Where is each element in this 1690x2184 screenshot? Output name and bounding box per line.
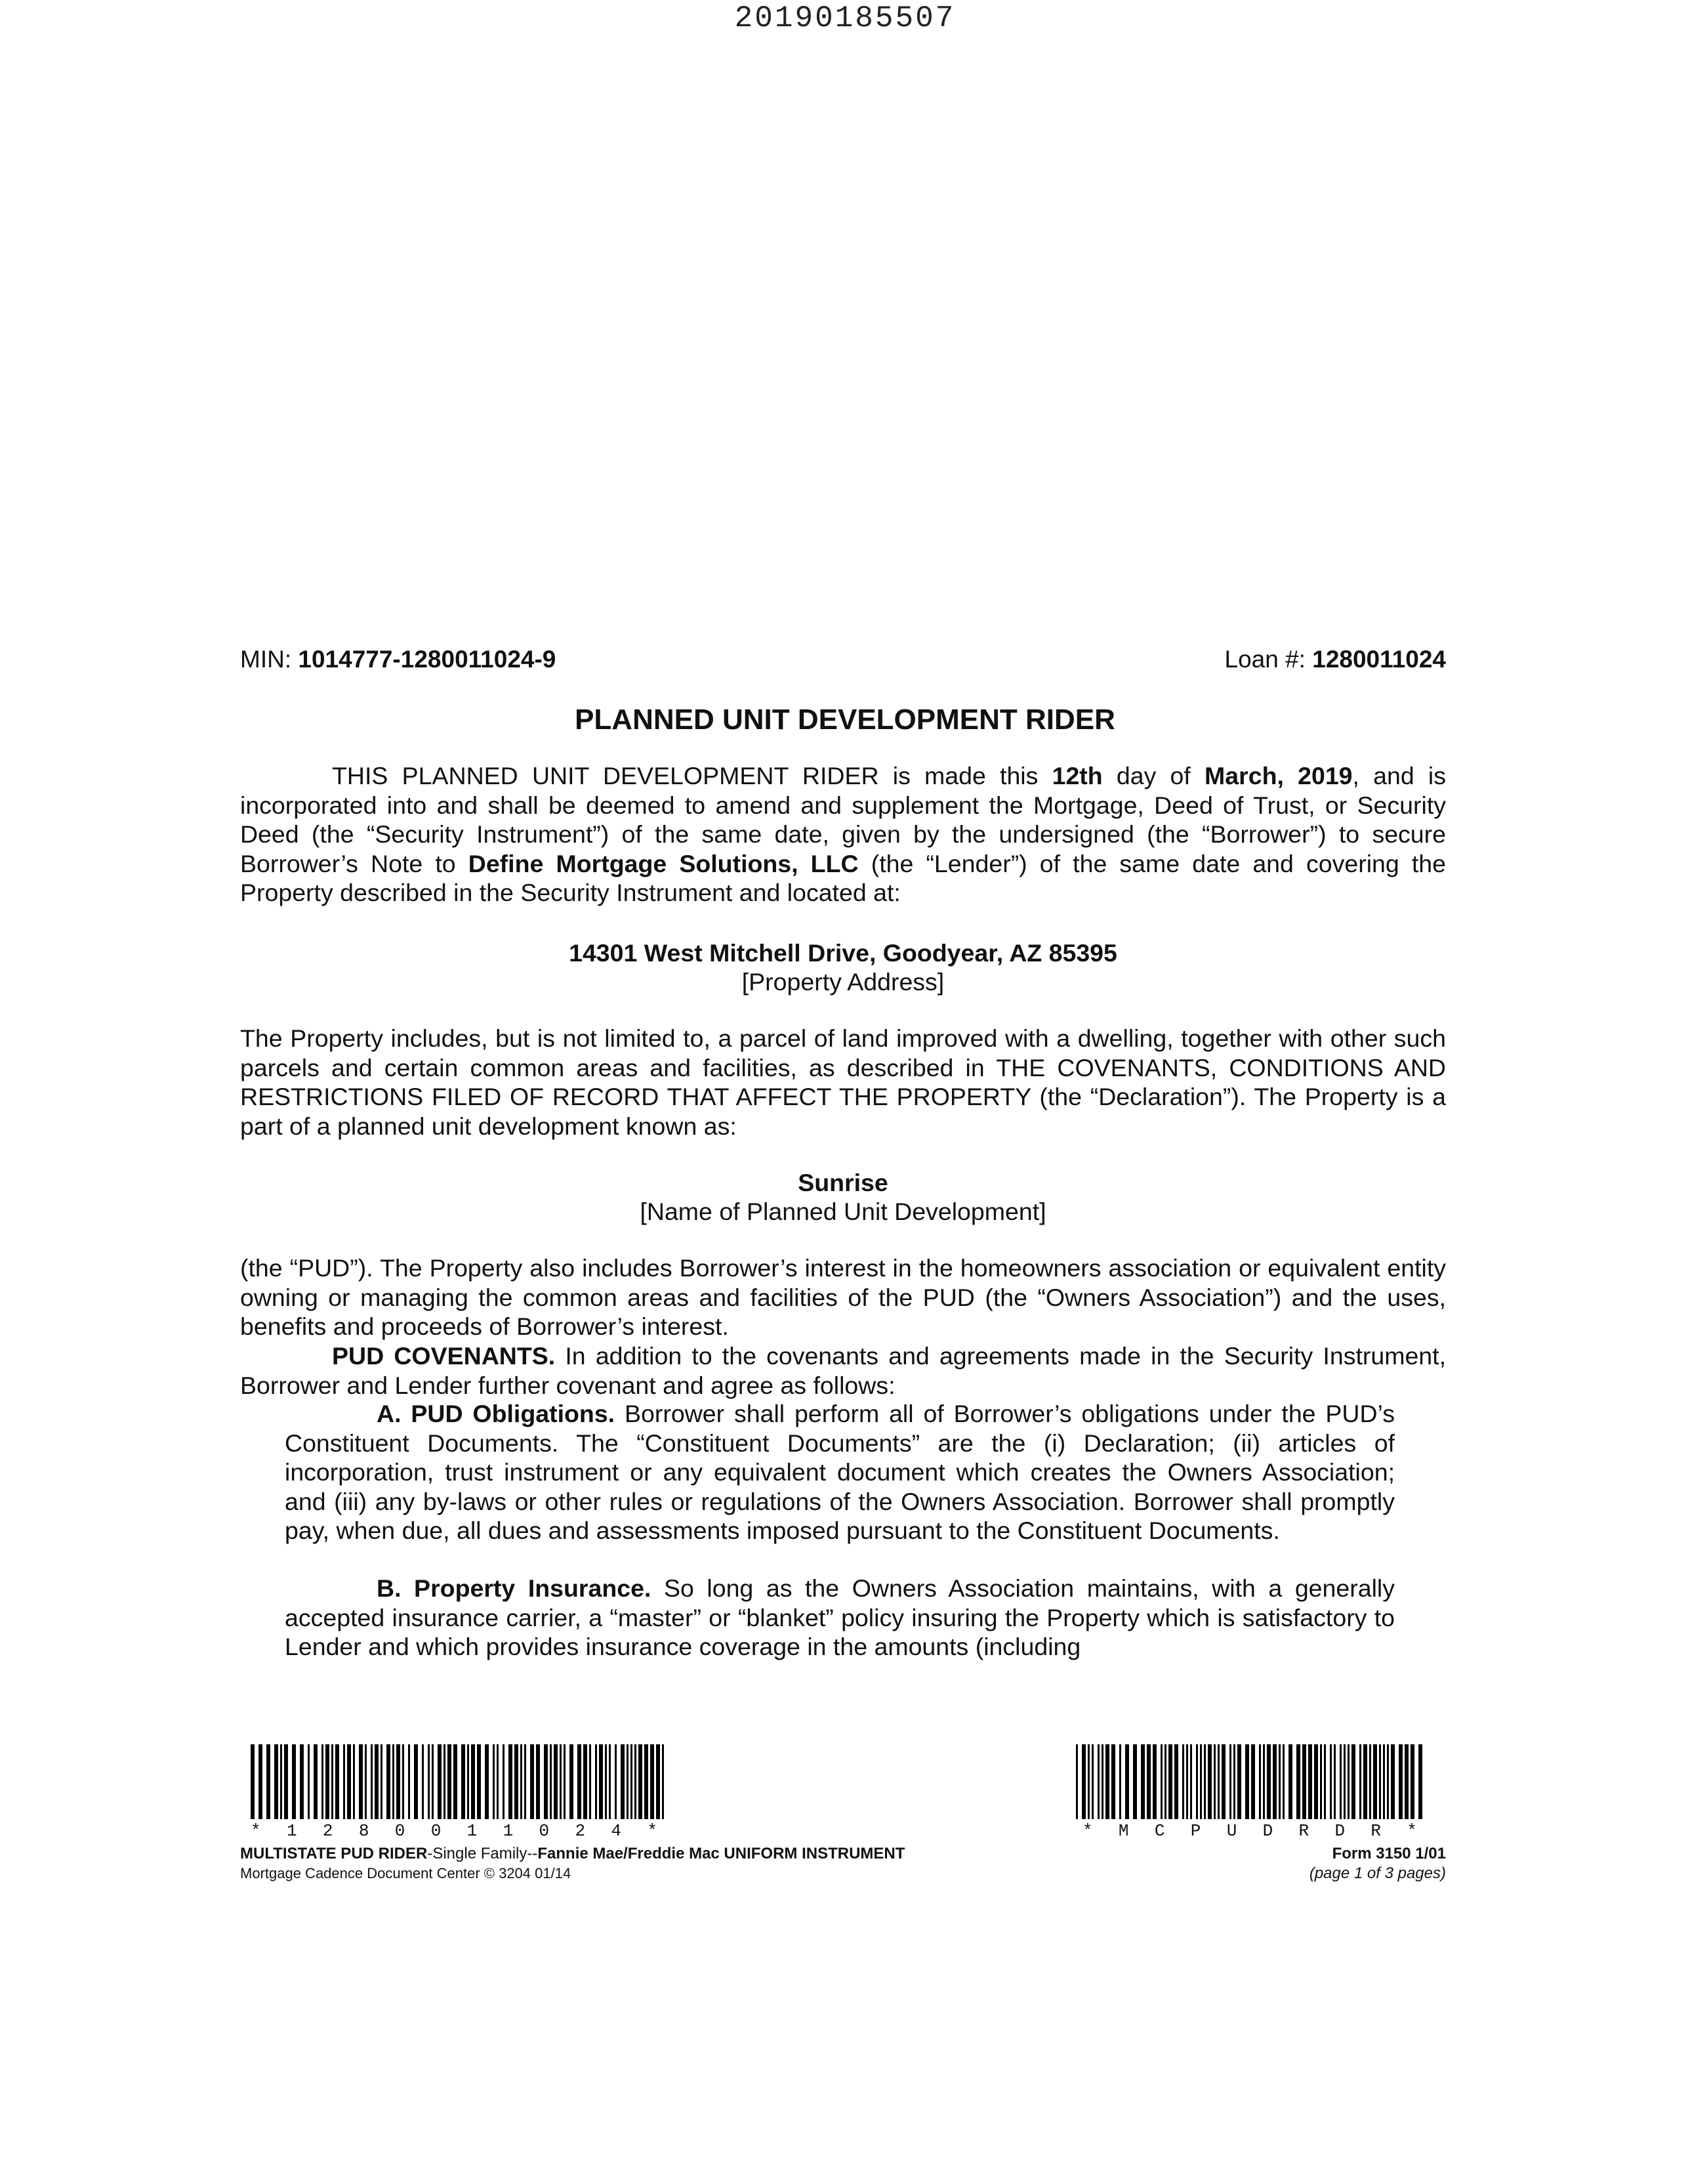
barcode-char: U [1226,1821,1237,1841]
barcode-char: P [1190,1821,1201,1841]
barcode-char: 0 [539,1821,550,1841]
barcode-bar [1076,1744,1078,1819]
barcode-char: * [1407,1821,1417,1841]
barcode-bar [308,1744,310,1819]
barcode-bar [1387,1744,1389,1819]
barcode-bar [438,1744,442,1819]
barcode-bar [1105,1744,1109,1819]
barcode-bar [1168,1744,1172,1819]
barcode-bar [1251,1744,1255,1819]
barcode-bar [1324,1744,1326,1819]
barcode-bar [453,1744,457,1819]
barcode-bar [1320,1744,1322,1819]
barcode-char: * [1082,1821,1093,1841]
barcode-bar [1302,1744,1306,1819]
barcode-bar [467,1744,469,1819]
pud-name-block [240,1168,1446,1226]
barcode-bar [1405,1744,1409,1819]
barcode-bar [447,1744,451,1819]
barcode-bar [1141,1744,1145,1819]
min-number [240,646,556,673]
lender-name: Define Mortgage Solutions, LLC [468,849,859,877]
barcode-bar [1190,1744,1192,1819]
barcode-bar [1273,1744,1277,1819]
recording-number: 20190185507 [734,1,956,35]
barcode-bar [325,1744,329,1819]
barcode-bar [266,1744,270,1819]
form-number: Form 3150 1/01 [1332,1845,1446,1862]
barcode-bar [300,1744,304,1819]
barcode-bar [343,1744,345,1819]
barcode-bar [1233,1744,1235,1819]
barcode-bar [280,1744,282,1819]
barcode-bar [353,1744,355,1819]
barcode-char: 0 [394,1821,405,1841]
form-barcode-text [1082,1821,1417,1841]
barcode-bar [422,1744,424,1819]
barcode-bar [615,1744,617,1819]
covenants-heading: PUD COVENANTS. [332,1342,556,1370]
barcode-char: D [1262,1821,1273,1841]
barcode-bar [1308,1744,1312,1819]
pud-name-caption: [Name of Planned Unit Development] [640,1198,1046,1225]
barcode-bar [524,1744,526,1819]
barcode-bar [1330,1744,1332,1819]
barcode-bar [1288,1744,1292,1819]
property-address: 14301 West Mitchell Drive, Goodyear, AZ 85395 [569,939,1117,967]
barcode-char: * [647,1821,657,1841]
form-barcode [1076,1744,1430,1819]
barcode-char: M [1118,1821,1129,1841]
barcode-char: * [251,1821,261,1841]
barcode-bar [321,1744,323,1819]
loan-label: Loan #: [1224,646,1306,673]
document-center-line: Mortgage Cadence Document Center © 3204 01/14 [240,1865,571,1881]
barcode-bar [609,1744,611,1819]
barcode-bar [1399,1744,1403,1819]
barcode-bar [1161,1744,1163,1819]
barcode-bar [371,1744,373,1819]
barcode-bar [1340,1744,1342,1819]
barcode-char: 2 [322,1821,333,1841]
barcode-bar [662,1744,664,1819]
barcode-bar [627,1744,629,1819]
barcode-bar [396,1744,400,1819]
barcode-bar [508,1744,512,1819]
barcode-bar [1174,1744,1178,1819]
footer-right [1309,1844,1446,1883]
barcode-bar [554,1744,558,1819]
barcode-bar [1092,1744,1094,1819]
barcode-char: 2 [575,1821,586,1841]
intro-date: March, 2019 [1205,762,1353,789]
barcode-bar [544,1744,548,1819]
barcode-bar [1208,1744,1212,1819]
barcode-char: R [1298,1821,1309,1841]
barcode-bar [1222,1744,1226,1819]
declaration-paragraph: The Property includes, but is not limited to, a parcel of land improved with a dwelling, together with other such parcels and certain common areas and facilities, as described in THE COVENANTS, CONDITIONS AND RESTRICTIONS FILED OF RECORD THAT AFFECT THE PROPERTY (the “Declaration”). The Property is a part of a planned unit development known as: [240,1024,1446,1140]
barcode-bar [577,1744,581,1819]
min-value: 1014777-1280011024-9 [298,646,556,673]
pud-name: Sunrise [798,1169,888,1196]
covenants-paragraph [240,1341,1446,1400]
pud-paragraph: (the “PUD”). The Property also includes Borrower’s interest in the homeowners association or equivalent entity owning or managing the common areas and facilities of the PUD (the “Owners Association”) and the uses, benefits and proceeds of Borrower’s interest. [240,1254,1446,1341]
barcode-bar [1125,1744,1129,1819]
barcode-bar [432,1744,434,1819]
barcode-bar [514,1744,518,1819]
barcode-bar [1314,1744,1318,1819]
loan-value: 1280011024 [1312,646,1446,673]
barcode-bar [1153,1744,1157,1819]
barcode-bar [365,1744,367,1819]
page-info: (page 1 of 3 pages) [1309,1864,1446,1882]
barcode-bar [392,1744,394,1819]
barcode-bar [1348,1744,1350,1819]
barcode-bar [1263,1744,1265,1819]
barcode-bar [471,1744,475,1819]
barcode-bar [1200,1744,1202,1819]
min-label: MIN: [240,646,292,673]
barcode-char: R [1371,1821,1381,1841]
barcode-bar [402,1744,404,1819]
barcode-bar [599,1744,603,1819]
form-title [240,1844,905,1864]
form-title-part2: -Single Family-- [427,1845,538,1862]
barcode-bar [347,1744,351,1819]
barcode-char: 0 [430,1821,442,1841]
barcode-bar [1133,1744,1137,1819]
barcode-bar [1229,1744,1231,1819]
intro-paragraph [240,761,1446,908]
barcode-bar [1237,1744,1241,1819]
barcode-bar [1279,1744,1281,1819]
barcode-char: 1 [503,1821,514,1841]
barcode-bar [375,1744,379,1819]
barcode-bar [1218,1744,1220,1819]
barcode-bar [1204,1744,1206,1819]
barcode-bar [1098,1744,1100,1819]
barcode-bar [1351,1744,1355,1819]
barcode-bar [605,1744,607,1819]
barcode-bar [1182,1744,1184,1819]
barcode-bar [1088,1744,1090,1819]
barcode-bar [1344,1744,1346,1819]
barcode-bar [1119,1744,1121,1819]
barcode-bar [656,1744,660,1819]
barcode-bar [1283,1744,1285,1819]
barcode-bar [381,1744,382,1819]
barcode-bar [1369,1744,1371,1819]
barcode-bar [638,1744,642,1819]
barcode-bar [1164,1744,1166,1819]
barcode-bar [1359,1744,1361,1819]
barcode-bar [1379,1744,1381,1819]
barcode-char: C [1154,1821,1165,1841]
barcode-bar [251,1744,255,1819]
section-b [285,1574,1395,1662]
intro-text-3: , and is incorporated into and shall be deemed to amend and supplement the Mortgage, Deed of Trust, or Security Deed (the “Security Instrument”) of the same date, given by the undersigned (the “Borrower”) to secure Borrower’s Note to [240,762,1447,877]
barcode-bar [1391,1744,1395,1819]
loan-number [1225,646,1446,673]
barcode-bar [1267,1744,1271,1819]
form-title-part3: Fannie Mae/Freddie Mac UNIFORM INSTRUMENT [537,1845,905,1862]
barcode-bar [331,1744,333,1819]
barcode-bar [335,1744,339,1819]
section-b-text: So long as the Owners Association maintains, with a generally accepted insurance carrier, a “master” or “blanket” policy insuring the Property which is satisfactory to Lender and which provides insurance coverage in the amounts (including [285,1574,1395,1661]
section-b-label: B. Property Insurance. [377,1574,651,1602]
barcode-bar [443,1744,445,1819]
property-address-caption: [Property Address] [741,968,945,996]
covenants-text: In addition to the covenants and agreements made in the Security Instrument, Borrower and Lender further covenant and agree as follows: [240,1342,1446,1399]
barcode-bar [1259,1744,1261,1819]
barcode-bar [386,1744,390,1819]
barcode-bar [589,1744,591,1819]
barcode-bar [258,1744,262,1819]
barcode-char: 1 [286,1821,297,1841]
barcode-bar [414,1744,418,1819]
barcode-bar [560,1744,562,1819]
barcode-bar [461,1744,465,1819]
section-a-text: Borrower shall perform all of Borrower’s obligations under the PUD’s Constituent Documents. The “Constituent Documents” are the (i) Declaration; (ii) articles of incorporation, trust instrument or any equivalent document which creates the Owners Association; and (iii) any by-laws or other rules or regulations of the Owners Association. Borrower shall promptly pay, when due, all dues and assessments imposed pursuant to the Constituent Documents. [285,1400,1395,1545]
barcode-bar [644,1744,648,1819]
barcode-bar [583,1744,587,1819]
barcode-bar [359,1744,363,1819]
document-title: PLANNED UNIT DEVELOPMENT RIDER [575,704,1115,736]
intro-text-1: THIS PLANNED UNIT DEVELOPMENT RIDER is made this [332,762,1052,789]
barcode-bar [497,1744,499,1819]
barcode-char: D [1334,1821,1346,1841]
barcode-bar [314,1744,318,1819]
barcode-bar [650,1744,654,1819]
barcode-bar [503,1744,505,1819]
barcode-bar [1111,1744,1115,1819]
barcode-bar [1082,1744,1086,1819]
barcode-bar [1102,1744,1103,1819]
barcode-bar [520,1744,522,1819]
barcode-bar [1363,1744,1367,1819]
barcode-bar [284,1744,288,1819]
barcode-bar [530,1744,534,1819]
barcode-char: 1 [466,1821,478,1841]
barcode-bar [1373,1744,1377,1819]
loan-barcode [251,1744,670,1819]
barcode-bar [550,1744,552,1819]
footer-left [240,1844,905,1883]
barcode-bar [408,1744,410,1819]
barcode-bar [634,1744,636,1819]
barcode-bar [1214,1744,1216,1819]
barcode-bar [274,1744,278,1819]
barcode-bar [1186,1744,1188,1819]
barcode-bar [595,1744,597,1819]
barcode-bar [485,1744,489,1819]
form-title-part1: MULTISTATE PUD RIDER [240,1845,428,1862]
barcode-bar [292,1744,296,1819]
property-address-block [240,938,1446,996]
barcode-bar [630,1744,632,1819]
barcode-bar [1418,1744,1422,1819]
barcode-bar [477,1744,481,1819]
barcode-char: 8 [358,1821,369,1841]
barcode-bar [1411,1744,1414,1819]
loan-barcode-text [251,1821,657,1841]
barcode-char: 4 [611,1821,621,1841]
barcode-bar [1196,1744,1198,1819]
barcode-bar [536,1744,540,1819]
barcode-bar [1296,1744,1300,1819]
barcode-bar [1383,1744,1385,1819]
barcode-bar [1147,1744,1151,1819]
intro-text-4: (the “Lender”) of the same date and covering the Property described in the Security Instrument and located at: [240,849,1446,907]
barcode-bar [569,1744,573,1819]
intro-text-2: day of [1102,762,1205,789]
barcode-bar [1245,1744,1249,1819]
barcode-bar [564,1744,566,1819]
barcode-bar [428,1744,430,1819]
section-a [285,1399,1395,1545]
barcode-bar [493,1744,495,1819]
intro-day: 12th [1052,762,1103,789]
section-a-label: A. PUD Obligations. [377,1400,615,1427]
barcode-bar [1334,1744,1336,1819]
barcode-bar [621,1744,625,1819]
